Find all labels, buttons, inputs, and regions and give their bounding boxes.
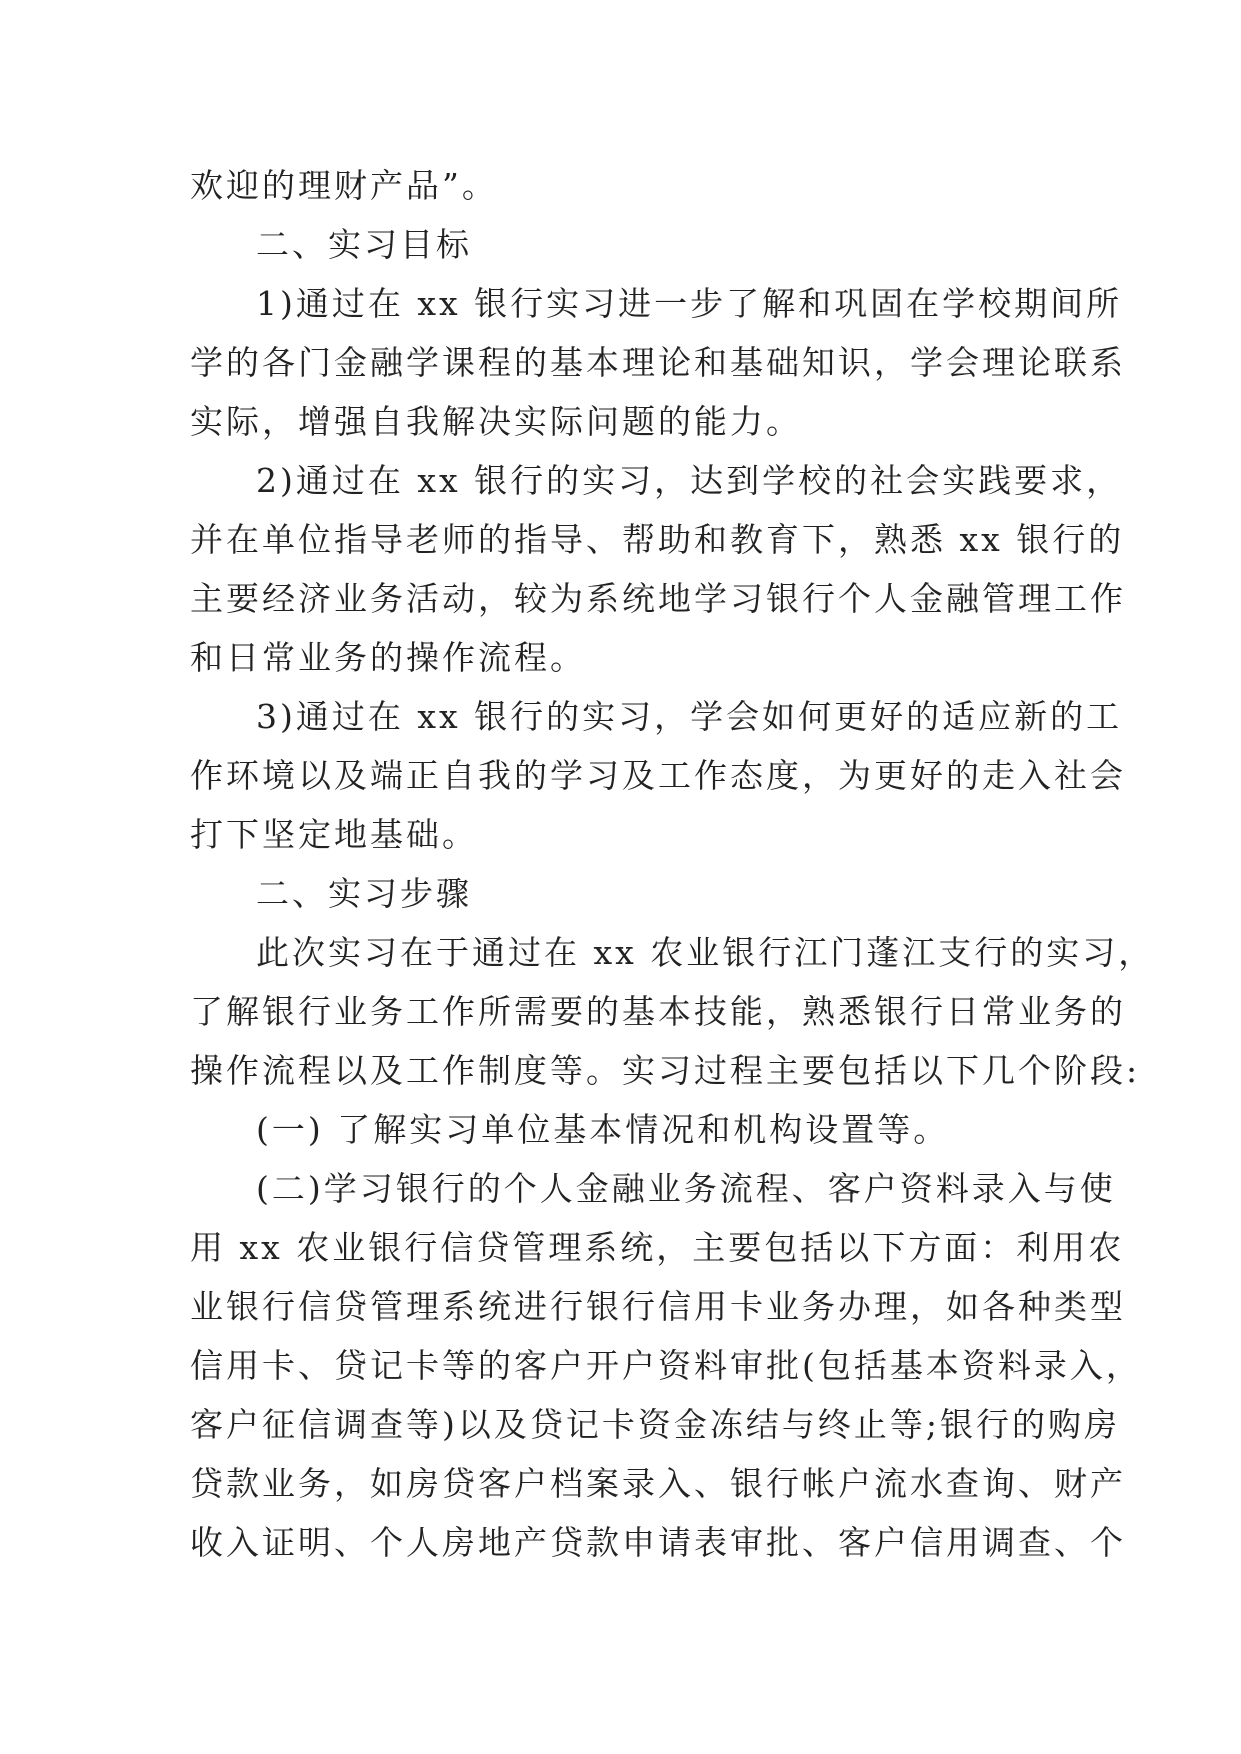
text-line: 作环境以及端正自我的学习及工作态度，为更好的走入社会 [190, 756, 1126, 795]
text-line: 实际，增强自我解决实际问题的能力。 [190, 402, 802, 441]
text-line: 了解银行业务工作所需要的基本技能，熟悉银行日常业务的 [190, 992, 1126, 1031]
text-line: 业银行信贷管理系统进行银行信用卡业务办理，如各种类型 [190, 1287, 1126, 1326]
document-body [190, 156, 1155, 1572]
text-line: 主要经济业务活动，较为系统地学习银行个人金融管理工作 [190, 579, 1126, 618]
text-line: 客户征信调查等)以及贷记卡资金冻结与终止等;银行的购房 [190, 1405, 1120, 1444]
text-line: (二)学习银行的个人金融业务流程、客户资料录入与使 [256, 1169, 1116, 1208]
text-line: 此次实习在于通过在 xx 农业银行江门蓬江支行的实习， [256, 933, 1155, 972]
text-line: 收入证明、个人房地产贷款申请表审批、客户信用调查、个 [190, 1523, 1126, 1562]
text-line: 贷款业务，如房贷客户档案录入、银行帐户流水查询、财产 [190, 1464, 1126, 1503]
text-line: 2)通过在 xx 银行的实习，达到学校的社会实践要求， [256, 461, 1123, 500]
text-line: 并在单位指导老师的指导、帮助和教育下，熟悉 xx 银行的 [190, 520, 1125, 559]
text-line: 欢迎的理财产品”。 [190, 166, 498, 205]
section-heading: 二、实习目标 [256, 225, 472, 264]
text-line: 1)通过在 xx 银行实习进一步了解和巩固在学校期间所 [256, 284, 1123, 323]
text-line: 用 xx 农业银行信贷管理系统，主要包括以下方面：利用农 [190, 1228, 1125, 1267]
text-line: (一) 了解实习单位基本情况和机构设置等。 [256, 1110, 950, 1149]
text-line: 操作流程以及工作制度等。实习过程主要包括以下几个阶段: [190, 1051, 1141, 1090]
text-line: 和日常业务的操作流程。 [190, 638, 586, 677]
text-line: 打下坚定地基础。 [190, 815, 478, 854]
text-line: 信用卡、贷记卡等的客户开户资料审批(包括基本资料录入， [190, 1346, 1142, 1385]
text-line: 学的各门金融学课程的基本理论和基础知识，学会理论联系 [190, 343, 1126, 382]
text-line: 3)通过在 xx 银行的实习，学会如何更好的适应新的工 [256, 697, 1123, 736]
section-heading: 二、实习步骤 [256, 874, 472, 913]
